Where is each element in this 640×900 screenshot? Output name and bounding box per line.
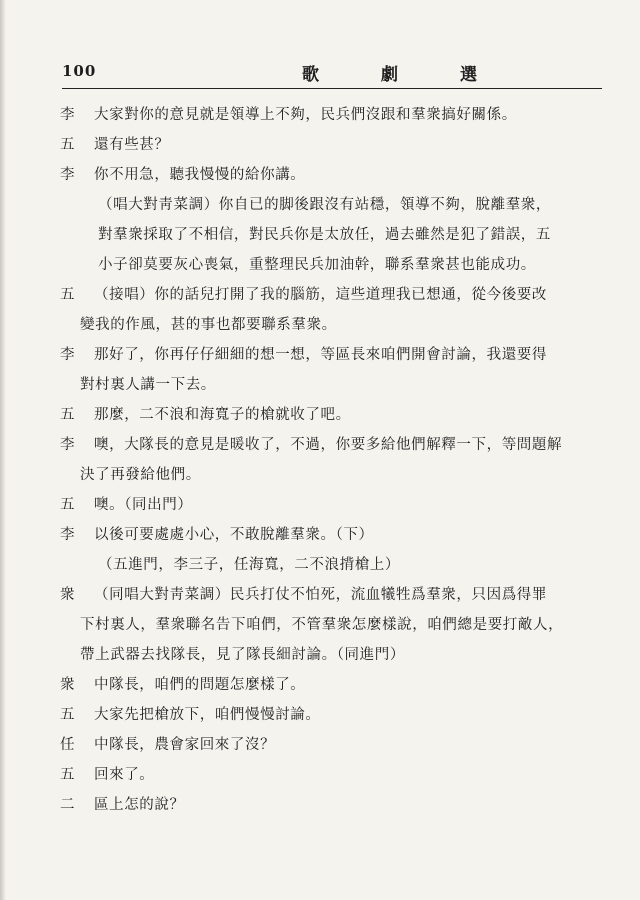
stage-direction-line (60, 190, 605, 220)
dialogue-line (60, 730, 605, 760)
speech-continuation: 帶上武器去找隊長，見了隊長細討論。（同進門） (80, 647, 405, 663)
dialogue-line (60, 280, 605, 310)
speaker-name: 李 (60, 527, 76, 543)
speech-text: （接唱）你的話兒打開了我的腦筋，這些道理我已想通，從今後要改 (94, 287, 547, 303)
speech-text: 大家對你的意見就是領導上不夠，民兵們沒跟和羣衆搞好關係。 (94, 107, 517, 123)
speaker-name: 衆 (60, 677, 76, 693)
speech-text: 大家先把槍放下，咱們慢慢討論。 (94, 707, 321, 723)
speech-text: 回來了。 (94, 767, 155, 783)
speaker-name: 五 (60, 497, 76, 513)
dialogue-line (60, 520, 605, 550)
speaker-name: 任 (60, 737, 76, 753)
continuation-line (60, 370, 605, 400)
page-number: 100 (62, 62, 97, 80)
speaker-name: 五 (60, 287, 76, 303)
stage-direction: （五進門，李三子，任海寬，二不浪揹槍上） (98, 557, 400, 573)
running-title: 歌劇選 (302, 65, 539, 85)
speaker-name: 五 (60, 707, 76, 723)
dialogue-line (60, 340, 605, 370)
continuation-line (60, 460, 605, 490)
speaker-name: 五 (60, 767, 76, 783)
stage-direction: （唱大對靑菜調）你自已的脚後跟沒有站穩，領導不夠，脫離羣衆， (98, 197, 551, 213)
speech-text: 區上怎的說？ (94, 797, 185, 813)
dialogue-line (60, 700, 605, 730)
stage-continuation: 對羣衆採取了不相信，對民兵你是太放任，過去雖然是犯了錯誤，五 (98, 227, 551, 243)
dialogue-line (60, 160, 605, 190)
dialogue-line (60, 670, 605, 700)
speaker-name: 衆 (60, 587, 76, 603)
speech-text: 那好了，你再仔仔細細的想一想，等區長來咱們開會討論，我還要得 (94, 347, 547, 363)
continuation-line (60, 610, 605, 640)
speech-text: 噢。（同出門） (94, 497, 193, 513)
speaker-name: 李 (60, 347, 76, 363)
speech-text: 噢，大隊長的意見是暖收了，不過，你要多給他們解釋一下，等問題解 (94, 437, 563, 453)
speech-text: （同唱大對靑菜調）民兵打仗不怕死，流血犧牲爲羣衆，只因爲得罪 (94, 587, 547, 603)
speech-continuation: 下村裏人，羣衆聯名告下咱們，不管羣衆怎麼樣說，咱們總是要打敵人， (80, 617, 564, 633)
dialogue-line (60, 130, 605, 160)
dialogue-line (60, 760, 605, 790)
speaker-name: 李 (60, 107, 76, 123)
speech-text: 你不用急，聽我慢慢的給你講。 (94, 167, 306, 183)
dialogue-line (60, 790, 605, 820)
page-header (62, 60, 602, 86)
speaker-name: 五 (60, 137, 76, 153)
dialogue-line (60, 430, 605, 460)
speaker-name: 李 (60, 437, 76, 453)
dialogue-line (60, 490, 605, 520)
dialogue-line (60, 580, 605, 610)
speech-continuation: 對村裏人講一下去。 (80, 377, 216, 393)
speaker-name: 二 (60, 797, 76, 813)
dialogue-line (60, 400, 605, 430)
stage-continuation-line (60, 220, 605, 250)
stage-direction-line (60, 550, 605, 580)
continuation-line (60, 310, 605, 340)
continuation-line (60, 640, 605, 670)
speech-text: 中隊長，農會家回來了沒？ (94, 737, 276, 753)
page-binding-edge (0, 0, 6, 900)
speech-text: 還有些甚？ (94, 137, 170, 153)
speech-continuation: 變我的作風，甚的事也都要聯系羣衆。 (80, 317, 337, 333)
header-rule (62, 88, 602, 89)
speech-text: 以後可要處處小心，不敢脫離羣衆。（下） (94, 527, 374, 543)
stage-continuation: 小子卻莫要灰心喪氣，重整理民兵加油幹，聯系羣衆甚也能成功。 (98, 257, 536, 273)
speech-text: 中隊長，咱們的問題怎麼樣了。 (94, 677, 306, 693)
speaker-name: 五 (60, 407, 76, 423)
speech-continuation: 決了再發給他們。 (80, 467, 201, 483)
dialogue-line (60, 100, 605, 130)
script-dialogue (60, 100, 605, 820)
speaker-name: 李 (60, 167, 76, 183)
speech-text: 那麼，二不浪和海寬子的槍就收了吧。 (94, 407, 351, 423)
stage-continuation-line (60, 250, 605, 280)
